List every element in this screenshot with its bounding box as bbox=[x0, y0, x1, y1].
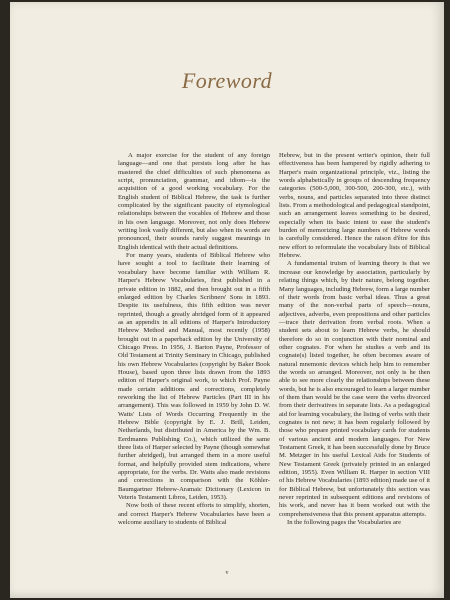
book-page bbox=[10, 2, 444, 598]
paragraph: A major exercise for the student of any foreign language—and one that persists long after he has mastered the chief difficulties of such phenomena as script, pronunciation, grammar, and idiom—is the acquisition of a good working vocabulary. For the English student of Biblical Hebrew, the task is further complicated by the significant paucity of etymological relationships between the vocables of Hebrew and those in his own language. Moreover, not only does Hebrew writing look vastly different, but also when its words are pronounced, their sounds rarely suggest meanings in English identical with their actual definitions. bbox=[118, 152, 270, 251]
paragraph: In the following pages the Vocabularies are bbox=[287, 519, 402, 527]
left-column bbox=[118, 152, 270, 527]
paragraph: For many years, students of Biblical Hebrew who have sought a tool to facilitate their learning of vocabulary have become familiar with William R. Harper's Hebrew Vocabularies, first published in a private edition in 1882, and then brought out in a fifth enlarged edition by Charles Scribners' Sons in 1893. Despite its usefulness, this fifth edition was never reprinted, though a greatly abridged form of it appeared as an appendix in all editions of Harper's Introductory Hebrew Method and Manual, most recently (1958) brought out in a paperback edition by the University of Chicago Press. In 1956, J. Barton Payne, Professor of Old Testament at Trinity Seminary in Chicago, published his own Hebrew Vocabularies (copyright by Baker Book House), based upon three lists drawn from the 1893 edition of Harper's original work, to which Prof. Payne made certain additions and corrections, completely reworking the list of Hebrew Particles (Part III in his arrangement). This was followed in 1959 by John D. W. Watts' Lists of Words Occurring Frequently in the Hebrew Bible (copyright by E. J. Brill, Leiden, Netherlands, but distributed in America by the Wm. B. Eerdmanns Publishing Co.), which utilized the same three lists of Harper selected by Payne (though somewhat further abridged), but arranged them in a more useful format, and helpfully provided stem indications, where appropriate, for the verbs. Dr. Watts also made revisions and corrections in comparison with the Köhler-Baumgartner Hebrew-Aramaic Dictionary (Lexicon in Veteris Testamenti Libros, Leiden, 1953). bbox=[118, 252, 270, 502]
page-title: Foreword bbox=[181, 68, 273, 93]
paragraph: Now both of these recent efforts to simplify, shorten, and correct Harper's Hebrew Vocabularies have been a welcome auxiliary to students of Biblical bbox=[118, 502, 270, 527]
page-number: v bbox=[225, 570, 229, 576]
paragraph: Hebrew, but in the present writer's opinion, their full effectiveness has been hampered by rigidly adhering to Harper's main organizational principle, viz., listing the words alphabetically in groups of descending frequency categories (500-5,000, 300-500, 200-300, etc.), with verbs, nouns, and particles separated into three distinct lists. From a methodological and pedagogical standpoint, such an arrangement leaves something to be desired, especially when its basic intent to ease the student's burden of memorizing large numbers of Hebrew words is carefully considered. Hence the raison d'être for this new effort to reformulate the vocabulary lists of Biblical Hebrew. bbox=[279, 152, 430, 260]
right-column bbox=[279, 152, 430, 527]
paragraph: A fundamental truism of learning theory is that we increase our knowledge by association, particularly by relating things which, by their nature, belong together. Many languages, including Hebrew, form a large number of their words from basic verbal ideas. Thus a great many of the non-verbal parts of speech—nouns, adjectives, adverbs, even prepositions and other particles—trace their derivation from verbal roots. When a student sets about to learn Hebrew verbs, he should therefore do so in conjunction with their nominal and other cognates. For when he studies a verb and its cognate(s) listed together, he often becomes aware of natural mnemonic devices which help him to remember the words so arranged. Moreover, not only is he then able to see more clearly the relationships between these words, but he is also encouraged to learn a larger number of them than would be the case were the verbs divorced from their derivatives in separate lists. As a pedagogical aid for learning vocabulary, the listing of verbs with their cognates is not new; it has been regularly followed by those who prepare printed vocabulary cards for students of various ancient and modern languages. For New Testament Greek, it has been successfully done by Bruce M. Metzger in his useful Lexical Aids for Students of New Testament Greek (privately printed in an enlarged edition, 1955). Even William R. Harper in section VIII of his Hebrew Vocabularies (1893 edition) made use of it for Biblical Hebrew, but unfortunately this section was never reprinted in subsequent editions and revisions of his work, and never has it been worked out with the comprehensiveness that this present apparatus attempts. bbox=[279, 260, 430, 518]
